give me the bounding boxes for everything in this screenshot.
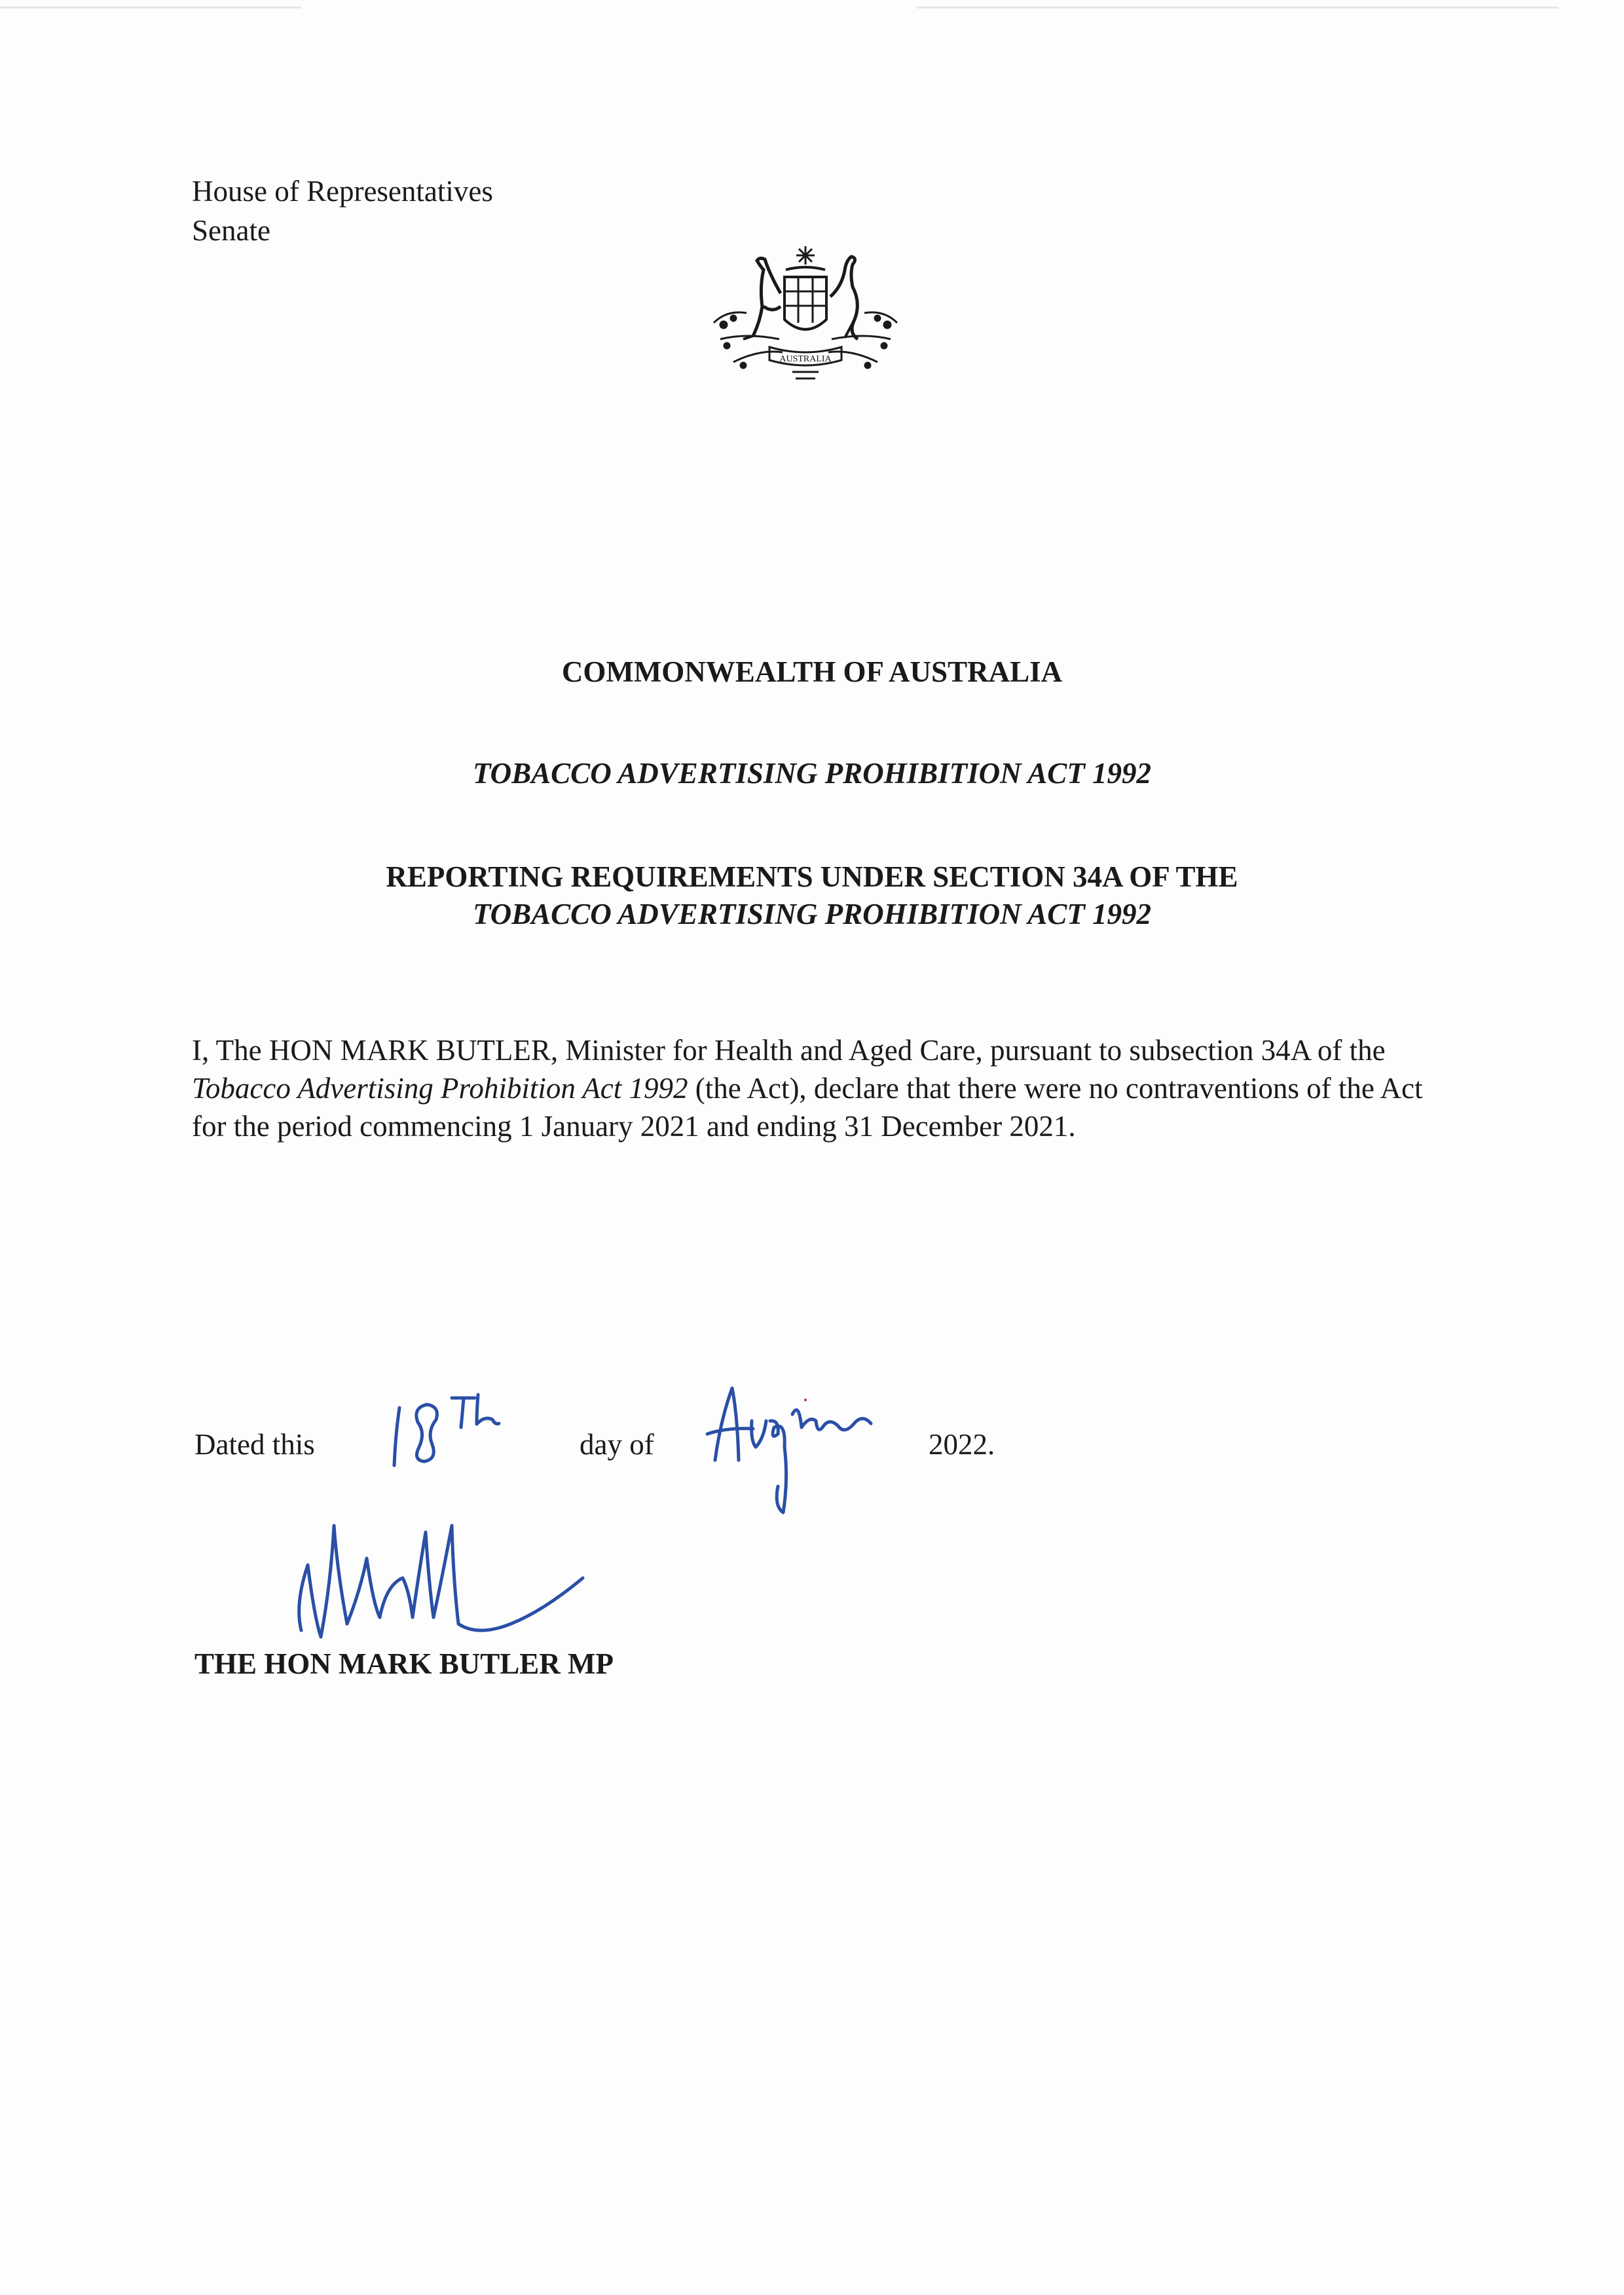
- scan-artifact-left: [0, 7, 301, 9]
- signature-image: [282, 1486, 609, 1650]
- handwritten-month: [701, 1375, 891, 1526]
- signatory-printed-name: THE HON MARK BUTLER MP: [194, 1647, 614, 1680]
- coat-of-arms-icon: [707, 241, 904, 392]
- dated-year: 2022.: [929, 1428, 995, 1461]
- declaration-act-name: Tobacco Advertising Prohibition Act 1992: [192, 1072, 688, 1105]
- scan-artifact-right: [917, 7, 1559, 9]
- declaration-text-part2: (the Act), declare that there were no contraventions of the Act for the period commencing 1 January 2021 and ending 31 December 2021.: [192, 1072, 1423, 1143]
- handwritten-day: [386, 1388, 504, 1480]
- declaration-text-part1: I, The HON MARK BUTLER, Minister for Health and Aged Care, pursuant to subsection 34A of the: [192, 1034, 1386, 1067]
- heading-reporting-line1: REPORTING REQUIREMENTS UNDER SECTION 34A OF THE: [386, 860, 1238, 893]
- recipients-block: [192, 172, 493, 250]
- dated-this-label: Dated this: [194, 1428, 315, 1461]
- crest-scroll-text: AUSTRALIA: [779, 354, 832, 364]
- heading-act-title: TOBACCO ADVERTISING PROHIBITION ACT 1992: [472, 757, 1152, 790]
- recipient-senate: Senate: [192, 214, 270, 247]
- declaration-paragraph: [192, 1031, 1436, 1145]
- heading-commonwealth: COMMONWEALTH OF AUSTRALIA: [561, 655, 1063, 688]
- recipient-house: House of Representatives: [192, 175, 493, 208]
- day-of-label: day of: [580, 1428, 654, 1461]
- heading-reporting-line2: TOBACCO ADVERTISING PROHIBITION ACT 1992: [472, 898, 1152, 930]
